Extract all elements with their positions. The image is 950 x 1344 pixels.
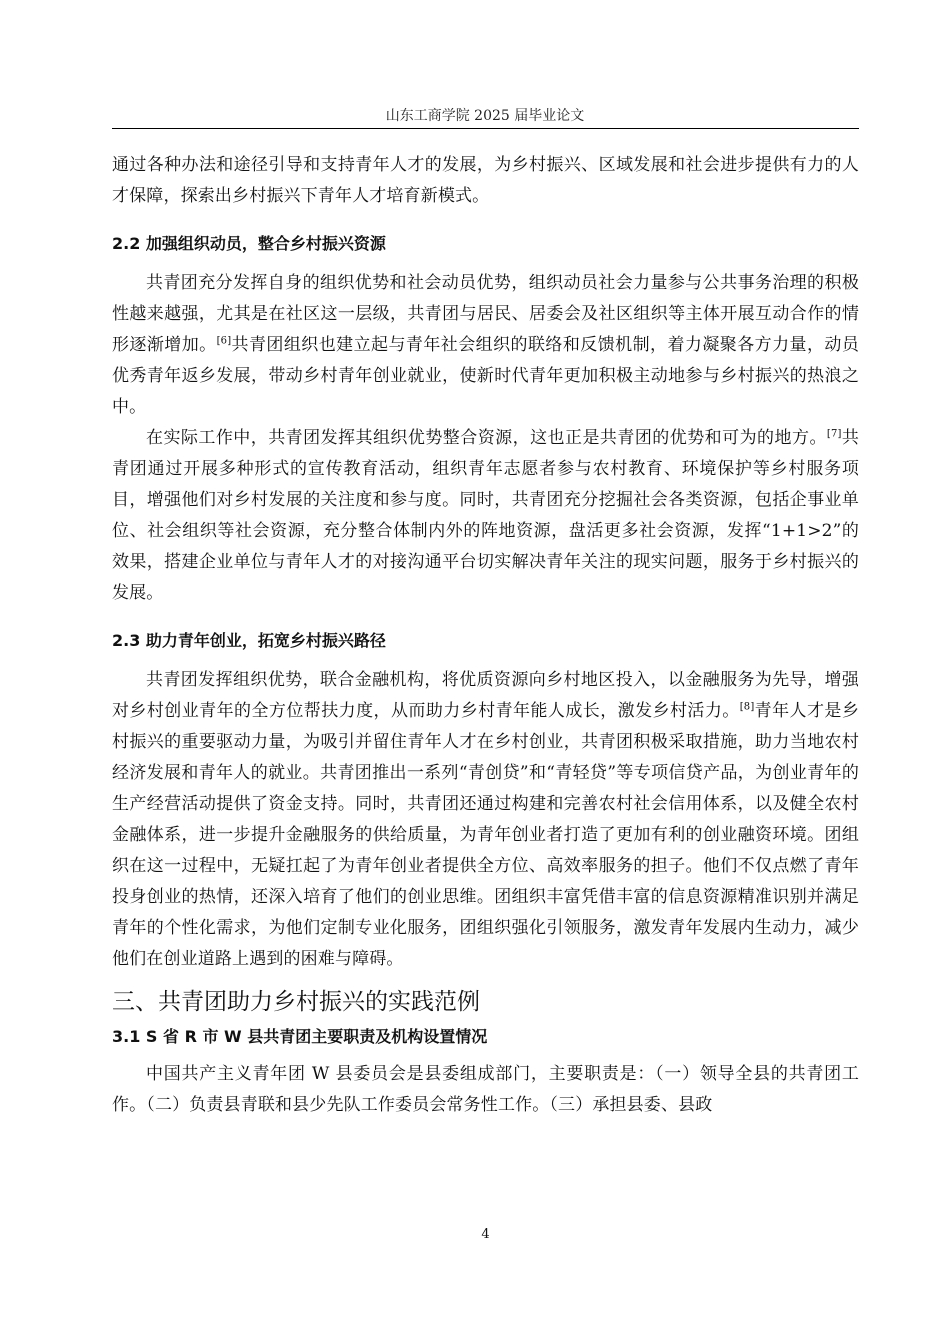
paragraph-2-2-2 xyxy=(112,423,859,609)
section-heading-3-1: 3.1 S 省 R 市 W 县共青团主要职责及机构设置情况 xyxy=(112,1027,488,1046)
paragraph-intro: 通过各种办法和途径引导和支持青年人才的发展，为乡村振兴、区域发展和社会进步提供有力的人才保障，探索出乡村振兴下青年人才培育新模式。 xyxy=(112,155,859,206)
paragraph-2-3-1-text-b: 青年人才是乡村振兴的重要驱动力量，为吸引并留住青年人才在乡村创业，共青团积极采取措施，助力当地农村经济发展和青年人的就业。共青团推出一系列“青创贷”和“青轻贷”等专项信贷产品，为创业青年的生产经营活动提供了资金支持。同时，共青团还通过构建和完善农村社会信用体系，以及健全农村金融体系，进一步提升金融服务的供给质量，为青年创业者打造了更加有利的创业融资环境。团组织在这一过程中，无疑扛起了为青年创业者提供全方位、高效率服务的担子。他们不仅点燃了青年投身创业的热情，还深入培育了他们的创业思维。团组织丰富凭借丰富的信息资源精准识别并满足青年的个性化需求，为他们定制专业化服务，团组织强化引领服务，激发青年发展内生动力，减少他们在创业道路上遇到的困难与障碍。 xyxy=(112,701,859,969)
paragraph-2-3-1-text-a: 共青团发挥组织优势，联合金融机构，将优质资源向乡村地区投入，以金融服务为先导，增强对乡村创业青年的全方位帮扶力度，从而助力乡村青年能人成长，激发乡村活力。 xyxy=(112,670,859,721)
paragraph-2-2-1-text-b: 共青团组织也建立起与青年社会组织的联络和反馈机制，着力凝聚各方力量，动员优秀青年返乡发展，带动乡村青年创业就业，使新时代青年更加积极主动地参与乡村振兴的热浪之中。 xyxy=(112,335,859,417)
paragraph-3-1-1: 中国共产主义青年团 W 县委员会是县委组成部门，主要职责是：（一）领导全县的共青团工作。（二）负责县青联和县少先队工作委员会常务性工作。（三）承担县委、县政 xyxy=(112,1064,859,1115)
page-body xyxy=(112,150,859,1121)
section-heading-2-2: 2.2 加强组织动员，整合乡村振兴资源 xyxy=(112,234,386,253)
header-rule xyxy=(112,128,859,129)
paragraph-2-2-2-text-b: 共青团通过开展多种形式的宣传教育活动，组织青年志愿者参与农村教育、环境保护等乡村服务项目，增强他们对乡村发展的关注度和参与度。同时，共青团充分挖掘社会各类资源，包括企事业单位、社会组织等社会资源，充分整合体制内外的阵地资源，盘活更多社会资源，发挥“1+1>2”的效果，搭建企业单位与青年人才的对接沟通平台切实解决青年关注的现实问题，服务于乡村振兴的发展。 xyxy=(112,428,859,603)
page-header: 山东工商学院 2025 届毕业论文 xyxy=(385,108,585,124)
citation-7: [7] xyxy=(826,428,842,440)
citation-8: [8] xyxy=(739,701,755,713)
section-heading-2-3: 2.3 助力青年创业，拓宽乡村振兴路径 xyxy=(112,631,386,650)
chapter-heading-3: 三、共青团助力乡村振兴的实践范例 xyxy=(112,989,480,1015)
page-number: 4 xyxy=(481,1227,490,1242)
paragraph-2-2-2-text-a: 在实际工作中，共青团发挥其组织优势整合资源，这也正是共青团的优势和可为的地方。 xyxy=(146,428,827,448)
paragraph-2-3-1 xyxy=(112,665,859,975)
paragraph-2-2-1-text-a: 共青团充分发挥自身的组织优势和社会动员优势，组织动员社会力量参与公共事务治理的积极性越来越强，尤其是在社区这一层级，共青团与居民、居委会及社区组织等主体开展互动合作的情形逐渐增加。 xyxy=(112,273,859,355)
paragraph-2-2-1 xyxy=(112,268,859,423)
citation-6: [6] xyxy=(216,335,232,347)
